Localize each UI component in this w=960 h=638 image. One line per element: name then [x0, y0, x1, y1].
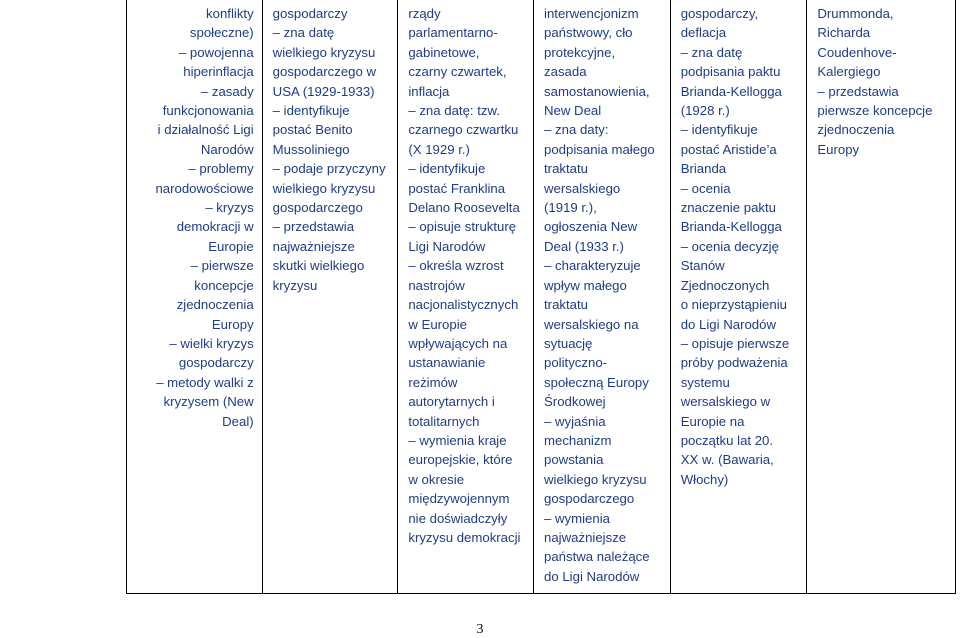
cell-line: gospodarczy,: [680, 6, 759, 21]
cell-line: – wymienia kraje: [408, 432, 507, 448]
cell-line: Coudenhove-: [817, 44, 897, 60]
cell-line: konflikty: [206, 6, 254, 21]
cell-line: najważniejsze: [272, 238, 355, 254]
cell-line: – powojenna: [178, 44, 254, 60]
cell-line: – pierwsze: [190, 258, 254, 274]
cell-line: – charakteryzuje: [544, 258, 641, 274]
column-3: [398, 0, 534, 593]
cell-line: gospodarczy: [178, 355, 254, 371]
cell-line: wielkiego kryzysu: [272, 44, 376, 60]
cell-line: do Ligi Narodów: [680, 316, 776, 332]
cell-line: powstania: [544, 452, 604, 468]
cell-line: w okresie: [408, 471, 465, 487]
cell-line: – identyfikuje: [680, 122, 758, 138]
cell-line: Ligi Narodów: [408, 238, 486, 254]
cell-line: New Deal: [544, 103, 602, 119]
cell-line: czarny czwartek,: [408, 64, 507, 80]
cell-line: Drummonda,: [817, 6, 894, 21]
cell-line: wersalskiego w: [680, 394, 771, 410]
cell-line: społeczną Europy: [544, 374, 649, 390]
cell-line: – wielki kryzys: [169, 335, 254, 351]
cell-line: gabinetowe,: [408, 44, 480, 60]
cell-line: – kryzys: [205, 200, 254, 216]
cell-line: skutki wielkiego: [272, 258, 365, 274]
page-number: 3: [476, 622, 484, 637]
cell-line: (1928 r.): [680, 103, 730, 119]
cell-line: – zna daty:: [544, 122, 609, 138]
cell-line: międzywojennym: [408, 491, 510, 507]
cell-line: do Ligi Narodów: [544, 568, 640, 584]
cell-line: – wymienia: [544, 510, 610, 526]
cell-line: – zasady: [200, 83, 254, 99]
cell-line: Europie na: [680, 413, 745, 429]
cell-line: gospodarczego: [544, 491, 635, 507]
cell-line: Delano Roosevelta: [408, 200, 520, 216]
cell-line: – zna datę: tzw.: [408, 103, 500, 119]
cell-line: – opisuje pierwsze: [680, 335, 790, 351]
cell-line: systemu: [680, 374, 730, 390]
cell-line: postać Benito: [272, 122, 353, 138]
cell-line: próby podważenia: [680, 355, 788, 371]
cell-line: zasada: [544, 64, 587, 80]
cell-line: traktatu: [544, 161, 588, 177]
cell-line: nie doświadczyły: [408, 510, 508, 526]
cell-line: najważniejsze: [544, 529, 627, 545]
cell-line: narodowościowe: [155, 180, 254, 196]
column-4: [534, 0, 671, 593]
cell-line: kryzysu demokracji: [408, 529, 521, 545]
cell-line: wpływających na: [408, 335, 508, 351]
column-1: [127, 0, 263, 593]
cell-line: społeczne): [189, 25, 254, 41]
cell-line: Mussoliniego: [272, 141, 350, 157]
cell-line: Europy: [817, 141, 860, 157]
cell-line: gospodarczego: [272, 200, 363, 216]
cell-line: demokracji w: [176, 219, 254, 235]
cell-line: wpływ małego: [544, 277, 627, 293]
cell-line: koncepcje: [194, 277, 254, 293]
curriculum-table: [126, 0, 956, 594]
cell-line: protekcyjne,: [544, 44, 616, 60]
cell-line: w Europie: [408, 316, 467, 332]
cell-line: Środkowej: [544, 394, 606, 410]
column-5: [671, 0, 808, 593]
cell-line: – identyfikuje: [408, 161, 486, 177]
cell-line: o nieprzystąpieniu: [680, 297, 787, 313]
cell-line: i działalność Ligi: [157, 122, 254, 138]
cell-line: wielkiego kryzysu: [272, 180, 376, 196]
cell-line: mechanizm: [544, 432, 612, 448]
cell-line: Włochy): [680, 471, 729, 487]
cell-line: państwowy, cło: [544, 25, 633, 41]
cell-line: – podaje przyczyny: [272, 161, 386, 177]
cell-line: – zna datę: [272, 25, 335, 41]
cell-line: – przedstawia: [272, 219, 355, 235]
column-2: [263, 0, 399, 593]
cell-line: – metody walki z: [156, 374, 254, 390]
cell-line: ogłoszenia New: [544, 219, 638, 235]
cell-line: zjednoczenia: [176, 297, 254, 313]
cell-line: – ocenia decyzję: [680, 238, 779, 254]
cell-line: gospodarczego w: [272, 64, 377, 80]
cell-line: Europy: [211, 316, 254, 332]
cell-line: ustanawianie: [408, 355, 486, 371]
cell-line: hiperinflacja: [183, 64, 254, 80]
cell-line: Richarda: [817, 25, 871, 41]
cell-line: Brianda-Kellogga: [680, 219, 782, 235]
cell-line: interwencjonizm: [544, 6, 639, 21]
cell-line: – opisuje strukturę: [408, 219, 517, 235]
cell-line: wersalskiego na: [544, 316, 639, 332]
cell-line: gospodarczy: [272, 6, 348, 21]
cell-line: deflacja: [680, 25, 727, 41]
cell-line: Stanów: [680, 258, 725, 274]
cell-line: europejskie, które: [408, 452, 513, 468]
cell-line: Europie: [208, 238, 254, 254]
cell-line: podpisania małego: [544, 141, 655, 157]
cell-line: traktatu: [544, 297, 588, 313]
cell-line: totalitarnych: [408, 413, 480, 429]
cell-line: funkcjonowania: [162, 103, 254, 119]
cell-line: autorytarnych i: [408, 394, 495, 410]
column-6: [807, 0, 955, 593]
cell-line: Deal (1933 r.): [544, 238, 624, 254]
cell-line: (1919 r.),: [544, 200, 597, 216]
cell-line: (X 1929 r.): [408, 141, 470, 157]
cell-line: inflacja: [408, 83, 450, 99]
cell-line: kryzysem (New: [163, 394, 254, 410]
cell-line: sytuację: [544, 335, 593, 351]
cell-line: postać Franklina: [408, 180, 506, 196]
cell-line: – zna datę: [680, 44, 743, 60]
cell-line: USA (1929-1933): [272, 83, 375, 99]
cell-line: początku lat 20.: [680, 432, 774, 448]
cell-line: parlamentarno-: [408, 25, 498, 41]
cell-line: – wyjaśnia: [544, 413, 606, 429]
cell-line: polityczno-: [544, 355, 608, 371]
cell-line: kryzysu: [272, 277, 318, 293]
cell-line: zjednoczenia: [817, 122, 895, 138]
cell-line: – ocenia: [680, 180, 731, 196]
cell-line: pierwsze koncepcje: [817, 103, 933, 119]
cell-line: XX w. (Bawaria,: [680, 452, 774, 468]
cell-line: nastrojów: [408, 277, 465, 293]
cell-line: wersalskiego: [544, 180, 621, 196]
cell-line: czarnego czwartku: [408, 122, 519, 138]
cell-line: Brianda-Kellogga: [680, 83, 782, 99]
cell-line: Deal): [222, 413, 254, 429]
cell-line: państwa należące: [544, 549, 650, 565]
cell-line: Zjednoczonych: [680, 277, 770, 293]
cell-line: postać Aristide’a: [680, 141, 777, 157]
cell-line: samostanowienia,: [544, 83, 650, 99]
cell-line: Brianda: [680, 161, 727, 177]
cell-line: – przedstawia: [817, 83, 899, 99]
cell-line: Kalergiego: [817, 64, 881, 80]
cell-line: Narodów: [200, 141, 254, 157]
cell-line: podpisania paktu: [680, 64, 781, 80]
cell-line: wielkiego kryzysu: [544, 471, 647, 487]
cell-line: reżimów: [408, 374, 458, 390]
cell-line: – problemy: [188, 161, 254, 177]
cell-line: – identyfikuje: [272, 103, 350, 119]
cell-line: nacjonalistycznych: [408, 297, 519, 313]
cell-line: rządy: [408, 6, 441, 21]
cell-line: – określa wzrost: [408, 258, 504, 274]
cell-line: znaczenie paktu: [680, 200, 776, 216]
